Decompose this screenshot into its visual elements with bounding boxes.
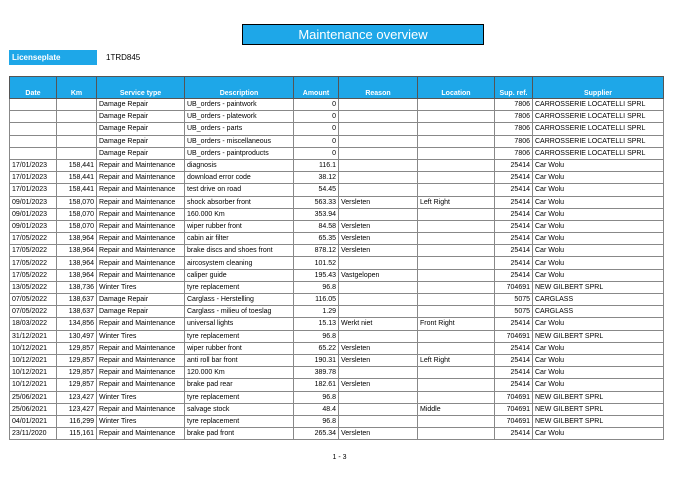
cell-reason <box>339 367 418 379</box>
cell-km: 134,856 <box>57 318 97 330</box>
cell-description: UB_orders - platework <box>185 111 294 123</box>
cell-service-type: Winter Tires <box>97 391 185 403</box>
cell-supplier: NEW GILBERT SPRL <box>533 330 664 342</box>
col-header-reason: Reason <box>339 77 418 99</box>
cell-supplier: Car Wolu <box>533 257 664 269</box>
cell-service-type: Damage Repair <box>97 306 185 318</box>
cell-location <box>418 306 495 318</box>
cell-reason <box>339 391 418 403</box>
cell-amount: 265.34 <box>294 428 339 440</box>
cell-description: shock absorber front <box>185 196 294 208</box>
cell-location <box>418 269 495 281</box>
cell-service-type: Repair and Maintenance <box>97 367 185 379</box>
cell-service-type: Repair and Maintenance <box>97 257 185 269</box>
cell-km: 138,964 <box>57 257 97 269</box>
cell-amount: 96.8 <box>294 281 339 293</box>
cell-location <box>418 415 495 427</box>
cell-sup-ref: 704691 <box>495 415 533 427</box>
cell-reason: Versleten <box>339 233 418 245</box>
cell-sup-ref: 5075 <box>495 294 533 306</box>
cell-supplier: NEW GILBERT SPRL <box>533 281 664 293</box>
cell-description: tyre replacement <box>185 330 294 342</box>
cell-km <box>57 111 97 123</box>
cell-location <box>418 99 495 111</box>
cell-km <box>57 123 97 135</box>
cell-date <box>10 123 57 135</box>
cell-location <box>418 428 495 440</box>
cell-service-type: Damage Repair <box>97 111 185 123</box>
cell-supplier: Car Wolu <box>533 354 664 366</box>
cell-km: 158,070 <box>57 208 97 220</box>
cell-amount: 38.12 <box>294 172 339 184</box>
table-row <box>10 184 664 196</box>
cell-reason: Versleten <box>339 354 418 366</box>
cell-location <box>418 257 495 269</box>
cell-reason <box>339 135 418 147</box>
cell-supplier: Car Wolu <box>533 196 664 208</box>
table-row <box>10 245 664 257</box>
cell-reason: Versleten <box>339 245 418 257</box>
cell-sup-ref: 25414 <box>495 354 533 366</box>
col-header-amount: Amount <box>294 77 339 99</box>
cell-description: universal lights <box>185 318 294 330</box>
cell-supplier: Car Wolu <box>533 269 664 281</box>
cell-service-type: Winter Tires <box>97 330 185 342</box>
col-header-km: Km <box>57 77 97 99</box>
cell-description: tyre replacement <box>185 391 294 403</box>
cell-amount: 116.1 <box>294 159 339 171</box>
cell-date: 17/01/2023 <box>10 184 57 196</box>
table-row <box>10 354 664 366</box>
cell-service-type: Repair and Maintenance <box>97 172 185 184</box>
cell-amount: 15.13 <box>294 318 339 330</box>
cell-location <box>418 172 495 184</box>
cell-reason <box>339 330 418 342</box>
col-header-location: Location <box>418 77 495 99</box>
cell-description: salvage stock <box>185 403 294 415</box>
cell-km: 138,964 <box>57 245 97 257</box>
cell-supplier: NEW GILBERT SPRL <box>533 391 664 403</box>
cell-amount: 65.22 <box>294 342 339 354</box>
cell-location: Middle <box>418 403 495 415</box>
cell-sup-ref: 704691 <box>495 281 533 293</box>
cell-supplier: Car Wolu <box>533 367 664 379</box>
cell-date: 17/05/2022 <box>10 245 57 257</box>
cell-reason <box>339 99 418 111</box>
cell-supplier: NEW GILBERT SPRL <box>533 415 664 427</box>
cell-km: 158,441 <box>57 159 97 171</box>
cell-sup-ref: 25414 <box>495 342 533 354</box>
cell-sup-ref: 25414 <box>495 233 533 245</box>
table-row <box>10 123 664 135</box>
cell-sup-ref: 7806 <box>495 99 533 111</box>
cell-reason: Werkt niet <box>339 318 418 330</box>
cell-km: 138,964 <box>57 269 97 281</box>
cell-location <box>418 294 495 306</box>
table-row <box>10 147 664 159</box>
cell-amount: 116.05 <box>294 294 339 306</box>
cell-location: Front Right <box>418 318 495 330</box>
cell-date: 17/05/2022 <box>10 257 57 269</box>
cell-amount: 353.94 <box>294 208 339 220</box>
cell-supplier: Car Wolu <box>533 184 664 196</box>
cell-amount: 190.31 <box>294 354 339 366</box>
cell-reason <box>339 281 418 293</box>
cell-sup-ref: 25414 <box>495 367 533 379</box>
page-number: 1 - 3 <box>332 454 347 461</box>
table-row <box>10 233 664 245</box>
cell-location <box>418 111 495 123</box>
cell-amount: 96.8 <box>294 415 339 427</box>
cell-amount: 101.52 <box>294 257 339 269</box>
cell-service-type: Repair and Maintenance <box>97 245 185 257</box>
cell-amount: 0 <box>294 111 339 123</box>
col-header-description: Description <box>185 77 294 99</box>
cell-location: Left Right <box>418 196 495 208</box>
cell-description: Carglass - Herstelling <box>185 294 294 306</box>
cell-supplier: Car Wolu <box>533 379 664 391</box>
cell-description: diagnosis <box>185 159 294 171</box>
cell-reason: Versleten <box>339 428 418 440</box>
cell-sup-ref: 25414 <box>495 269 533 281</box>
cell-amount: 0 <box>294 147 339 159</box>
cell-amount: 0 <box>294 135 339 147</box>
cell-service-type: Damage Repair <box>97 147 185 159</box>
cell-date: 18/03/2022 <box>10 318 57 330</box>
cell-sup-ref: 7806 <box>495 135 533 147</box>
cell-location <box>418 123 495 135</box>
cell-sup-ref: 7806 <box>495 147 533 159</box>
cell-date: 10/12/2021 <box>10 379 57 391</box>
cell-km: 130,497 <box>57 330 97 342</box>
cell-location <box>418 208 495 220</box>
cell-date: 07/05/2022 <box>10 294 57 306</box>
cell-service-type: Repair and Maintenance <box>97 159 185 171</box>
cell-location <box>418 281 495 293</box>
cell-description: Carglass - milieu of toeslag <box>185 306 294 318</box>
cell-sup-ref: 704691 <box>495 330 533 342</box>
cell-date: 17/05/2022 <box>10 269 57 281</box>
cell-service-type: Repair and Maintenance <box>97 428 185 440</box>
cell-location <box>418 147 495 159</box>
cell-supplier: CARGLASS <box>533 306 664 318</box>
table-row <box>10 330 664 342</box>
licenseplate-label: Licenseplate <box>9 50 97 65</box>
cell-description: tyre replacement <box>185 415 294 427</box>
cell-date: 07/05/2022 <box>10 306 57 318</box>
cell-date: 10/12/2021 <box>10 354 57 366</box>
cell-reason: Vastgelopen <box>339 269 418 281</box>
cell-service-type: Repair and Maintenance <box>97 269 185 281</box>
cell-reason <box>339 257 418 269</box>
cell-description: download error code <box>185 172 294 184</box>
cell-supplier: Car Wolu <box>533 318 664 330</box>
table-row <box>10 257 664 269</box>
cell-amount: 195.43 <box>294 269 339 281</box>
cell-reason <box>339 306 418 318</box>
cell-amount: 878.12 <box>294 245 339 257</box>
table-row <box>10 135 664 147</box>
col-header-date: Date <box>10 77 57 99</box>
cell-supplier: CARROSSERIE LOCATELLI SPRL <box>533 147 664 159</box>
cell-reason: Versleten <box>339 342 418 354</box>
cell-description: test drive on road <box>185 184 294 196</box>
cell-reason <box>339 208 418 220</box>
cell-amount: 54.45 <box>294 184 339 196</box>
cell-service-type: Repair and Maintenance <box>97 403 185 415</box>
cell-service-type: Repair and Maintenance <box>97 208 185 220</box>
cell-description: tyre replacement <box>185 281 294 293</box>
cell-supplier: Car Wolu <box>533 159 664 171</box>
cell-service-type: Damage Repair <box>97 294 185 306</box>
cell-reason: Versleten <box>339 220 418 232</box>
cell-reason: Versleten <box>339 379 418 391</box>
cell-date: 09/01/2023 <box>10 208 57 220</box>
cell-km: 129,857 <box>57 354 97 366</box>
cell-date: 09/01/2023 <box>10 220 57 232</box>
cell-supplier: Car Wolu <box>533 428 664 440</box>
cell-amount: 84.58 <box>294 220 339 232</box>
cell-amount: 96.8 <box>294 330 339 342</box>
cell-service-type: Repair and Maintenance <box>97 318 185 330</box>
cell-date <box>10 147 57 159</box>
cell-service-type: Repair and Maintenance <box>97 342 185 354</box>
cell-amount: 389.78 <box>294 367 339 379</box>
cell-km: 158,441 <box>57 184 97 196</box>
table-row <box>10 403 664 415</box>
cell-description: wiper rubber front <box>185 342 294 354</box>
cell-reason <box>339 294 418 306</box>
cell-supplier: CARROSSERIE LOCATELLI SPRL <box>533 111 664 123</box>
cell-location <box>418 245 495 257</box>
cell-reason: Versleten <box>339 196 418 208</box>
cell-date <box>10 99 57 111</box>
cell-amount: 65.35 <box>294 233 339 245</box>
cell-description: 160.000 Km <box>185 208 294 220</box>
table-row <box>10 306 664 318</box>
cell-sup-ref: 25414 <box>495 318 533 330</box>
cell-reason <box>339 111 418 123</box>
cell-description: brake pad front <box>185 428 294 440</box>
cell-km: 158,070 <box>57 220 97 232</box>
cell-location <box>418 135 495 147</box>
cell-location <box>418 330 495 342</box>
cell-date: 13/05/2022 <box>10 281 57 293</box>
table-row <box>10 111 664 123</box>
cell-reason <box>339 147 418 159</box>
table-row <box>10 428 664 440</box>
page-title: Maintenance overview <box>242 24 484 45</box>
cell-location <box>418 379 495 391</box>
table-row <box>10 367 664 379</box>
cell-description: cabin air filter <box>185 233 294 245</box>
cell-location <box>418 233 495 245</box>
cell-km: 115,161 <box>57 428 97 440</box>
table-row <box>10 172 664 184</box>
cell-km: 138,964 <box>57 233 97 245</box>
cell-date <box>10 111 57 123</box>
cell-amount: 0 <box>294 99 339 111</box>
col-header-sup-ref: Sup. ref. <box>495 77 533 99</box>
cell-reason <box>339 403 418 415</box>
cell-supplier: Car Wolu <box>533 342 664 354</box>
cell-sup-ref: 704691 <box>495 391 533 403</box>
cell-reason <box>339 172 418 184</box>
cell-service-type: Damage Repair <box>97 135 185 147</box>
table-body <box>10 99 664 440</box>
col-header-service-type: Service type <box>97 77 185 99</box>
cell-supplier: CARGLASS <box>533 294 664 306</box>
cell-description: UB_orders - parts <box>185 123 294 135</box>
cell-service-type: Damage Repair <box>97 123 185 135</box>
cell-date: 10/12/2021 <box>10 367 57 379</box>
cell-date: 17/05/2022 <box>10 233 57 245</box>
cell-date: 04/01/2021 <box>10 415 57 427</box>
cell-location: Left Right <box>418 354 495 366</box>
cell-supplier: Car Wolu <box>533 220 664 232</box>
cell-location <box>418 391 495 403</box>
cell-supplier: CARROSSERIE LOCATELLI SPRL <box>533 135 664 147</box>
cell-sup-ref: 25414 <box>495 172 533 184</box>
cell-km <box>57 147 97 159</box>
cell-km: 129,857 <box>57 342 97 354</box>
cell-km: 138,637 <box>57 294 97 306</box>
cell-date: 23/11/2020 <box>10 428 57 440</box>
cell-reason <box>339 184 418 196</box>
cell-description: UB_orders - paintwork <box>185 99 294 111</box>
cell-km: 138,736 <box>57 281 97 293</box>
cell-km: 123,427 <box>57 403 97 415</box>
cell-sup-ref: 7806 <box>495 111 533 123</box>
cell-km <box>57 99 97 111</box>
cell-amount: 1.29 <box>294 306 339 318</box>
table-row <box>10 269 664 281</box>
cell-amount: 563.33 <box>294 196 339 208</box>
cell-amount: 182.61 <box>294 379 339 391</box>
cell-service-type: Repair and Maintenance <box>97 379 185 391</box>
cell-description: aircosystem cleaning <box>185 257 294 269</box>
table-row <box>10 391 664 403</box>
table-row <box>10 159 664 171</box>
table-row <box>10 294 664 306</box>
cell-supplier: Car Wolu <box>533 245 664 257</box>
cell-description: UB_orders - miscellaneous <box>185 135 294 147</box>
cell-date: 25/06/2021 <box>10 391 57 403</box>
table-row <box>10 196 664 208</box>
table-row <box>10 318 664 330</box>
cell-service-type: Repair and Maintenance <box>97 196 185 208</box>
cell-reason <box>339 123 418 135</box>
cell-supplier: CARROSSERIE LOCATELLI SPRL <box>533 99 664 111</box>
cell-date: 17/01/2023 <box>10 159 57 171</box>
cell-sup-ref: 25414 <box>495 196 533 208</box>
col-header-supplier: Supplier <box>533 77 664 99</box>
cell-date <box>10 135 57 147</box>
cell-supplier: Car Wolu <box>533 233 664 245</box>
cell-km: 116,299 <box>57 415 97 427</box>
cell-sup-ref: 704691 <box>495 403 533 415</box>
cell-km: 158,070 <box>57 196 97 208</box>
cell-date: 31/12/2021 <box>10 330 57 342</box>
cell-km <box>57 135 97 147</box>
table-row <box>10 281 664 293</box>
cell-description: caliper guide <box>185 269 294 281</box>
table-row <box>10 220 664 232</box>
cell-date: 25/06/2021 <box>10 403 57 415</box>
cell-sup-ref: 25414 <box>495 159 533 171</box>
maintenance-table <box>9 76 664 440</box>
cell-sup-ref: 25414 <box>495 428 533 440</box>
cell-sup-ref: 25414 <box>495 245 533 257</box>
cell-sup-ref: 25414 <box>495 208 533 220</box>
cell-sup-ref: 5075 <box>495 306 533 318</box>
cell-km: 123,427 <box>57 391 97 403</box>
licenseplate-value: 1TRD845 <box>106 53 141 62</box>
cell-description: wiper rubber front <box>185 220 294 232</box>
cell-location <box>418 342 495 354</box>
cell-service-type: Damage Repair <box>97 99 185 111</box>
cell-description: brake pad rear <box>185 379 294 391</box>
table-header-row <box>10 77 664 99</box>
cell-description: brake discs and shoes front <box>185 245 294 257</box>
cell-reason <box>339 415 418 427</box>
table-row <box>10 208 664 220</box>
cell-service-type: Repair and Maintenance <box>97 354 185 366</box>
cell-amount: 96.8 <box>294 391 339 403</box>
cell-sup-ref: 25414 <box>495 184 533 196</box>
cell-supplier: CARROSSERIE LOCATELLI SPRL <box>533 123 664 135</box>
cell-km: 129,857 <box>57 367 97 379</box>
cell-supplier: Car Wolu <box>533 172 664 184</box>
cell-sup-ref: 25414 <box>495 220 533 232</box>
cell-service-type: Repair and Maintenance <box>97 220 185 232</box>
table-row <box>10 379 664 391</box>
cell-date: 09/01/2023 <box>10 196 57 208</box>
cell-amount: 48.4 <box>294 403 339 415</box>
cell-amount: 0 <box>294 123 339 135</box>
table-row <box>10 415 664 427</box>
cell-location <box>418 367 495 379</box>
cell-sup-ref: 25414 <box>495 257 533 269</box>
cell-km: 129,857 <box>57 379 97 391</box>
table-row <box>10 99 664 111</box>
cell-date: 10/12/2021 <box>10 342 57 354</box>
cell-service-type: Winter Tires <box>97 281 185 293</box>
cell-description: UB_orders - paintproducts <box>185 147 294 159</box>
cell-service-type: Repair and Maintenance <box>97 184 185 196</box>
cell-location <box>418 220 495 232</box>
cell-description: 120.000 Km <box>185 367 294 379</box>
cell-reason <box>339 159 418 171</box>
table-row <box>10 342 664 354</box>
cell-supplier: NEW GILBERT SPRL <box>533 403 664 415</box>
cell-location <box>418 159 495 171</box>
cell-km: 138,637 <box>57 306 97 318</box>
cell-sup-ref: 25414 <box>495 379 533 391</box>
cell-description: anti roll bar front <box>185 354 294 366</box>
cell-date: 17/01/2023 <box>10 172 57 184</box>
cell-service-type: Repair and Maintenance <box>97 233 185 245</box>
cell-service-type: Winter Tires <box>97 415 185 427</box>
cell-supplier: Car Wolu <box>533 208 664 220</box>
cell-location <box>418 184 495 196</box>
cell-sup-ref: 7806 <box>495 123 533 135</box>
cell-km: 158,441 <box>57 172 97 184</box>
